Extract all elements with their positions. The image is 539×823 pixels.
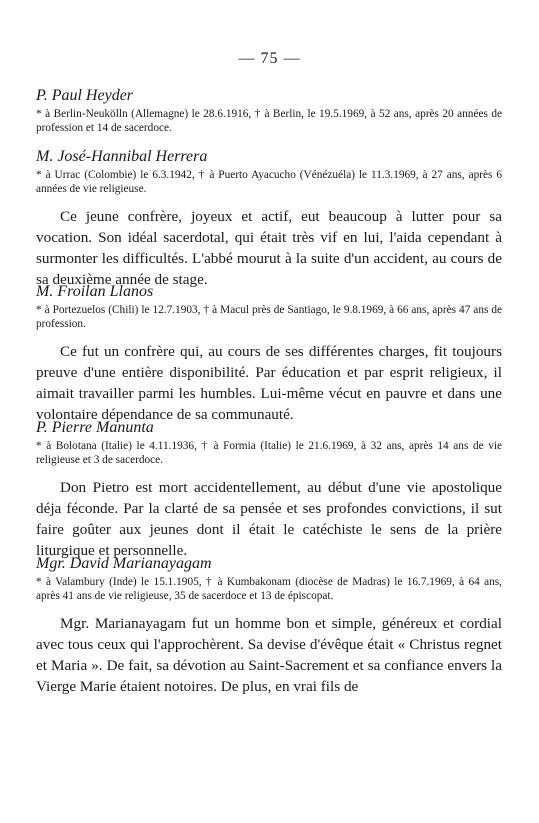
obituary-entry [36,282,502,425]
entry-dates: * à Bolotana (Italie) le 4.11.1936, † à Formia (Italie) le 21.6.1969, à 32 ans, après 14 ans de vie religieuse et 3 de sacerdoce. [36,440,502,466]
entry-dates: * à Berlin-Neukölln (Allemagne) le 28.6.1916, † à Berlin, le 19.5.1969, à 52 ans, après 20 années de profession et 14 de sacerdoce. [36,108,502,134]
entry-name: M. Froilan Llanos [36,283,154,300]
entry-biography: Don Pietro est mort accidentellement, au début d'une vie apostolique déja féconde. Par la clarté de sa pensée et ses profondes convictions, il sut faire goûter aux jeunes dont il était le catéchiste le sens de la prière liturgique et personnelle. [36,479,502,559]
entry-biography: Ce jeune confrère, joyeux et actif, eut beaucoup à lutter pour sa vocation. Son idéal sacerdotal, qui était très vif en lui, l'aida cependant à surmonter les difficultés. L'abbé mourut à la suite d'un accident, au cours de sa deuxième année de stage. [36,208,502,288]
obituary-entry [36,418,502,561]
entry-name: P. Paul Heyder [36,87,134,104]
page-number: — 75 — [238,50,301,67]
entry-biography: Mgr. Marianayagam fut un homme bon et simple, généreux et cordial avec tous ceux qui l'approchèrent. Sa devise d'évêque était « Christus regnet et Maria ». De fait, sa dévotion au Saint-Sacrement et sa confiance envers la Vierge Marie étaient notoires. De plus, en vrai fils de [36,615,502,695]
obituary-entry [36,147,502,290]
entry-dates: * à Portezuelos (Chili) le 12.7.1903, † à Macul près de Santiago, le 9.8.1969, à 66 ans, après 47 ans de profession. [36,304,502,330]
entry-biography: Ce fut un confrère qui, au cours de ses différentes charges, fit toujours preuve d'une entière disponibilité. Par éducation et par esprit religieux, il aimait travailler parmi les humbles. Lui-même vécut en pauvre et dans une volontaire dépendance de sa communauté. [36,343,502,423]
entry-name: M. José-Hannibal Herrera [36,148,208,165]
obituary-entry [36,86,502,135]
entry-dates: * à Urrac (Colombie) le 6.3.1942, † à Puerto Ayacucho (Vénézuéla) le 11.3.1969, à 27 ans, après 6 années de vie religieuse. [36,169,502,195]
obituary-entry [36,554,502,697]
entry-name: Mgr. David Marianayagam [36,555,212,572]
entry-name: P. Pierre Manunta [36,419,154,436]
entry-dates: * à Valambury (Inde) le 15.1.1905, † à Kumbakonam (diocèse de Madras) le 16.7.1969, à 64 ans, après 41 ans de vie religieuse, 35 de sacerdoce et 13 de épiscopat. [36,576,502,602]
